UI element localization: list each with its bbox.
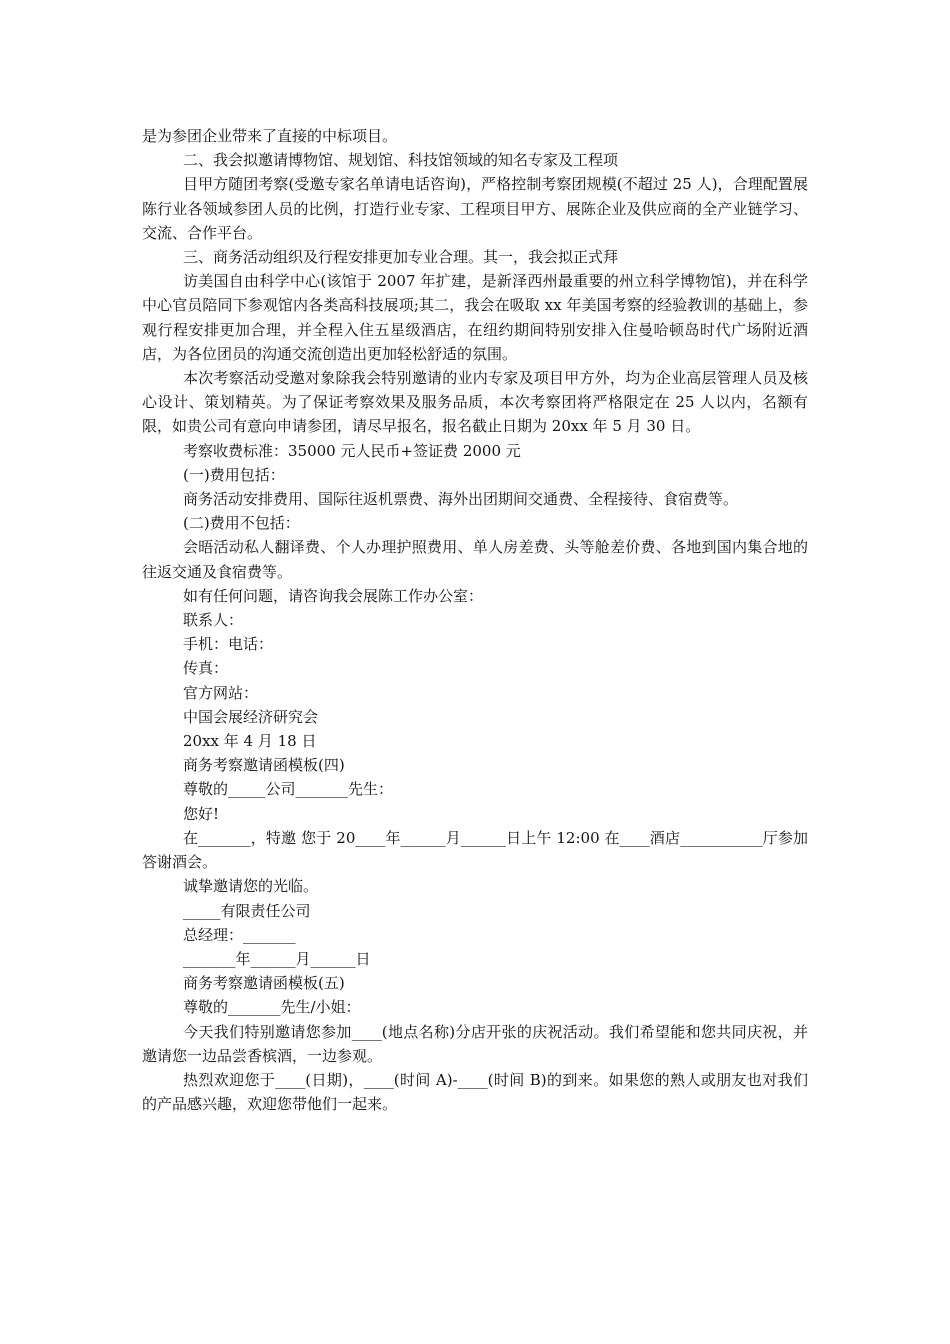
paragraph: 目甲方随团考察(受邀专家名单请电话咨询)，严格控制考察团规模(不超过 25 人)，合理配置展陈行业各领域参团人员的比例，打造行业专家、工程项目甲方、展陈企业及供应商的全产业链学习、交流、合作平台。 bbox=[142, 175, 808, 242]
paragraph: 二、我会拟邀请博物馆、规划馆、科技馆领域的知名专家及工程项 bbox=[183, 151, 619, 170]
company-signature: _____有限责任公司 bbox=[183, 901, 311, 920]
fee-excluded-heading: (二)费用不包括： bbox=[183, 514, 300, 533]
paragraph: 访美国自由科学中心(该馆于 2007 年扩建，是新泽西州最重要的州立科学博物馆)，并在科学中心官员陪同下参观馆内各类高科技展项;其二，我会在吸取 xx 年美国考察的经验教训的基础上，参观行程安排更加合理，并全程入住五星级酒店，在纽约期间特别安排入住曼哈顿岛时代广场附近酒店，为各位团员的沟通交流创造出更加轻松舒适的氛围。 bbox=[142, 272, 808, 363]
paragraph: 诚挚邀请您的光临。 bbox=[183, 877, 319, 896]
paragraph: 商务活动安排费用、国际往返机票费、海外出团期间交通费、全程接待、食宿费等。 bbox=[183, 490, 739, 509]
phone-line: 手机：电话： bbox=[183, 635, 274, 654]
paragraph: 会晤活动私人翻译费、个人办理护照费用、单人房差费、头等舱差价费、各地到国内集合地的往返交通及食宿费等。 bbox=[142, 538, 808, 581]
paragraph: 热烈欢迎您于____(日期)，____(时间 A)-____(时间 B)的到来。如果您的熟人或朋友也对我们的产品感兴趣，欢迎您带他们一起来。 bbox=[142, 1070, 808, 1114]
document-body bbox=[142, 124, 808, 1116]
greeting: 您好! bbox=[183, 804, 220, 823]
fax-line: 传真： bbox=[183, 659, 229, 678]
section-title: 商务考察邀请函模板(四) bbox=[183, 756, 345, 775]
paragraph: 是为参团企业带来了直接的中标项目。 bbox=[142, 127, 398, 145]
paragraph: 今天我们特别邀请您参加____(地点名称)分店开张的庆祝活动。我们希望能和您共同庆祝，并邀请您一边品尝香槟酒，一边参观。 bbox=[142, 1022, 808, 1065]
organization-name: 中国会展经济研究会 bbox=[183, 707, 319, 726]
salutation: 尊敬的_____公司_______先生： bbox=[183, 780, 394, 799]
section-title: 商务考察邀请函模板(五) bbox=[183, 974, 345, 993]
fee-included-heading: (一)费用包括： bbox=[183, 465, 285, 484]
date-line: 20xx 年 4 月 18 日 bbox=[183, 732, 317, 751]
paragraph: 本次考察活动受邀对象除我会特别邀请的业内专家及项目甲方外，均为企业高层管理人员及核心设计、策划精英。为了保证考察效果及服务品质，本次考察团将严格限定在 25 人以内，名额有限，如贵公司有意向申请参团，请尽早报名，报名截止日期为 20xx 年 5 月 30 日。 bbox=[142, 369, 808, 436]
fee-standard-line: 考察收费标准：35000 元人民币+签证费 2000 元 bbox=[183, 441, 521, 460]
website-line: 官方网站： bbox=[183, 683, 259, 702]
contact-person-line: 联系人： bbox=[183, 611, 244, 630]
date-blank-line: _______年______月______日 bbox=[183, 949, 371, 968]
paragraph: 在_______，特邀 您于 20____年______月______日上午 12:00 在____酒店___________厅参加答谢酒会。 bbox=[142, 828, 808, 872]
paragraph: 三、商务活动组织及行程安排更加专业合理。其一，我会拟正式拜 bbox=[183, 248, 619, 267]
manager-signature: 总经理：_______ bbox=[183, 925, 296, 944]
paragraph: 如有任何问题，请咨询我会展陈工作办公室： bbox=[183, 586, 484, 605]
salutation: 尊敬的_______先生/小姐： bbox=[183, 998, 361, 1017]
